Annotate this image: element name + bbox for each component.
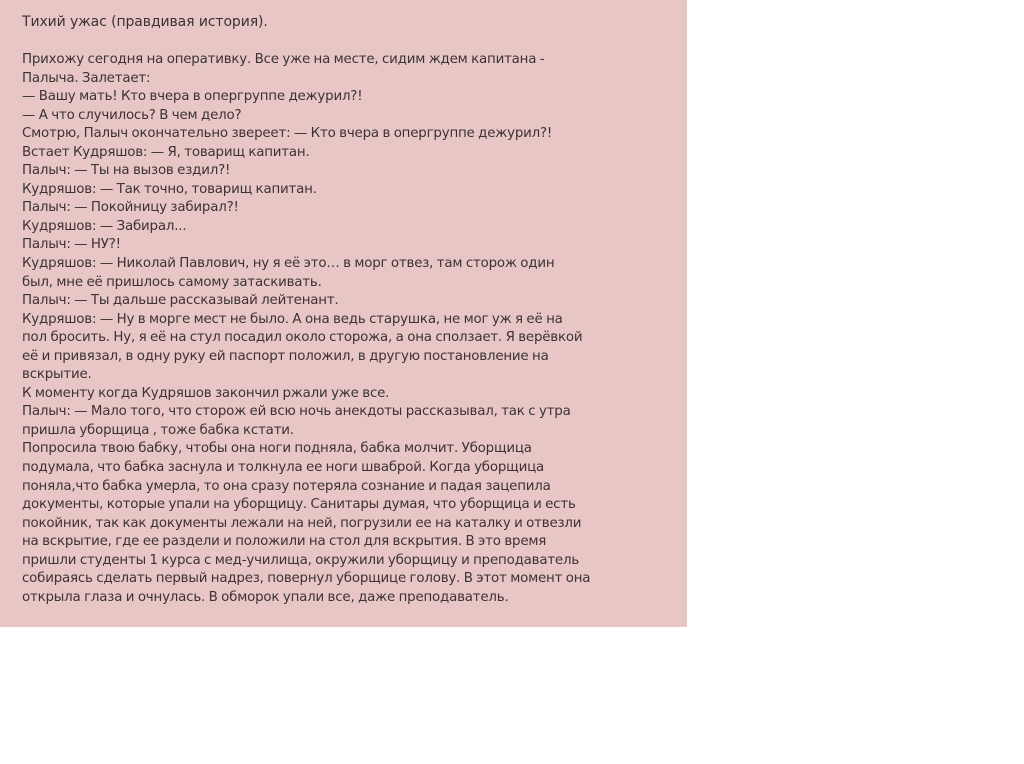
story-line: Кудряшов: — Ну в морге мест не было. А она ведь старушка, не мог уж я её на xyxy=(22,311,563,327)
story-line: вскрытие. xyxy=(22,367,92,383)
story-line: пришли студенты 1 курса с мед-училища, окружили уборщицу и преподаватель xyxy=(22,552,580,568)
story-line: К моменту когда Кудряшов закончил ржали уже все. xyxy=(22,385,390,401)
story-title: Тихий ужас (правдивая история). xyxy=(22,14,268,30)
story-line: Палыч: — Мало того, что сторож ей всю ночь анекдоты рассказывал, так с утра xyxy=(22,404,571,420)
story-line: Прихожу сегодня на оперативку. Все уже на месте, сидим ждем капитана - xyxy=(22,52,545,67)
story-line: — А что случилось? В чем дело? xyxy=(22,107,242,123)
story-line: Кудряшов: — Так точно, товарищ капитан. xyxy=(22,181,317,197)
story-line: был, мне её пришлось самому затаскивать. xyxy=(22,274,322,290)
story-line: Палыча. Залетает: xyxy=(22,70,151,86)
story-line: Палыч: — Покойницу забирал?! xyxy=(22,200,239,216)
story-line: Палыч: — Ты дальше рассказывай лейтенант. xyxy=(22,293,339,309)
story-text xyxy=(22,51,675,607)
story-line: поняла,что бабка умерла, то она сразу потеряла сознание и падая зацепила xyxy=(22,478,551,494)
story-line: Палыч: — НУ?! xyxy=(22,237,121,253)
story-line: на вскрытие, где ее раздели и положили на стол для вскрытия. В это время xyxy=(22,534,547,550)
story-line: открыла глаза и очнулась. В обморок упали все, даже преподаватель. xyxy=(22,589,509,605)
story-line: Кудряшов: — Забирал... xyxy=(22,218,187,234)
story-line: Попросила твою бабку, чтобы она ноги подняла, бабка молчит. Уборщица xyxy=(22,441,532,457)
story-line: Кудряшов: — Николай Павлович, ну я её это… в морг отвез, там сторож один xyxy=(22,256,555,272)
story-line: собираясь сделать первый надрез, повернул уборщице голову. В этот момент она xyxy=(22,571,591,587)
story-line: — Вашу мать! Кто вчера в опергруппе дежурил?! xyxy=(22,89,363,105)
story-line: покойник, так как документы лежали на ней, погрузили ее на каталку и отвезли xyxy=(22,515,582,531)
story-line: её и привязал, в одну руку ей паспорт положил, в другую постановление на xyxy=(22,348,549,364)
story-line: подумала, что бабка заснула и толкнула ее ноги шваброй. Когда уборщица xyxy=(22,460,544,476)
story-line: Смотрю, Палыч окончательно звереет: — Кто вчера в опергруппе дежурил?! xyxy=(22,126,553,142)
story-line: документы, которые упали на уборщицу. Санитары думая, что уборщица и есть xyxy=(22,497,576,513)
story-line: пришла уборщица , тоже бабка кстати. xyxy=(22,422,294,438)
story-line: Встает Кудряшов: — Я, товарищ капитан. xyxy=(22,144,310,160)
story-line: Палыч: — Ты на вызов ездил?! xyxy=(22,163,231,179)
story-line: пол бросить. Ну, я её на стул посадил около сторожа, а она сползает. Я верёвкой xyxy=(22,330,583,346)
